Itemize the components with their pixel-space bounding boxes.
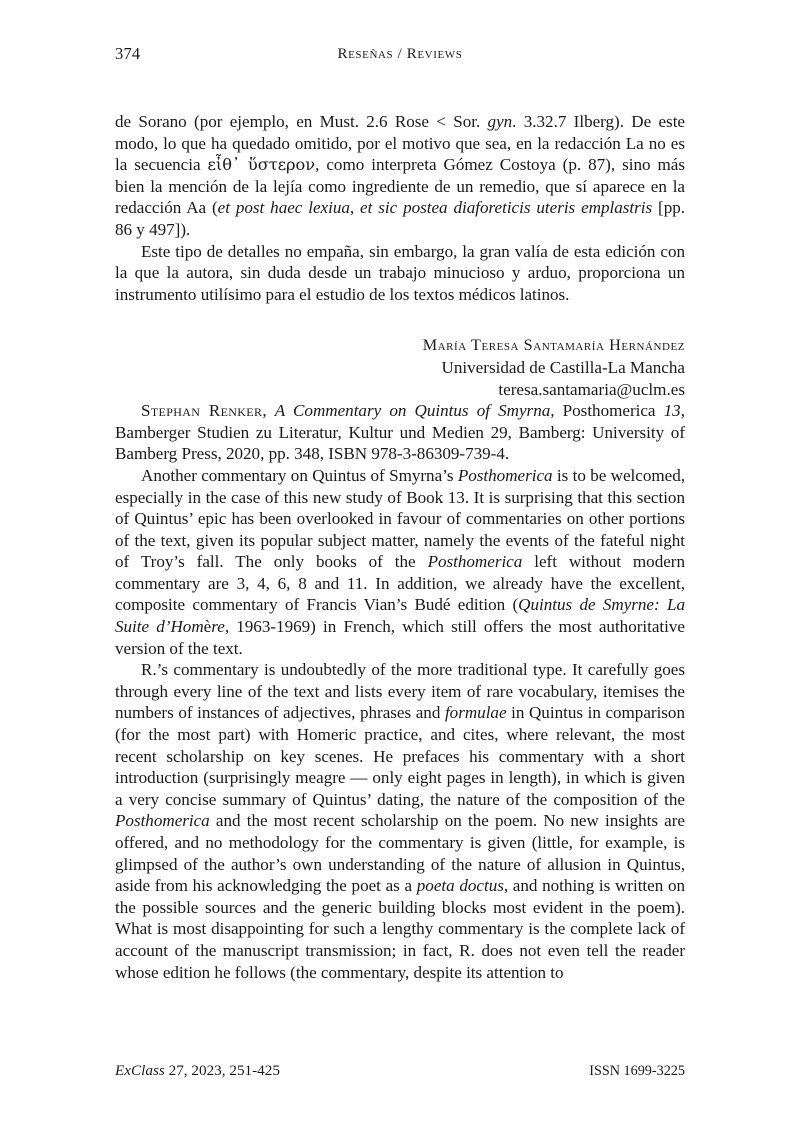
entry-series-pre: Posthomerica <box>554 401 664 421</box>
issn: ISSN 1699-3225 <box>589 1063 685 1079</box>
paragraph-continuation <box>115 111 685 241</box>
rev2-italic-formulae: formulae <box>444 703 507 723</box>
para1-italic-gyn: gyn <box>487 112 513 131</box>
page-content <box>115 111 685 983</box>
greek-phrase: εἶθ᾽ ὕστερον <box>207 155 316 175</box>
review-paragraph-1 <box>115 465 685 659</box>
para1-seg2: . 3.32.7 Ilberg). De este modo, lo que ha quedado omitido, por el motivo que sea, en la redacción La no es la secuencia <box>115 112 685 175</box>
rev2-seg1: R.’s commentary is undoubtedly of the more traditional type. It carefully goes through every line of the text and lists every item of rare vocabulary, itemises the numbers of instances of adjectives, phrases and <box>115 660 685 723</box>
journal-issue: 27, 2023, 251-425 <box>164 1062 280 1079</box>
rev1-italic-posthomerica-a: Posthomerica <box>457 465 553 485</box>
rev2-seg4: , and nothing is written on the possible sources and the generic building blocks most evident in the poem). What is most disappointing for such a lengthy commentary is the complete lack of account of the manuscript transmission; in fact, R. does not even tell the reader whose edition he follows (the commentary, despite its attention to <box>115 876 686 982</box>
journal-name: ExClass <box>115 1062 165 1079</box>
review-signature <box>115 335 685 400</box>
rev1-seg1: Another commentary on Quintus of Smyrna’s <box>141 465 458 485</box>
para1-seg4: [pp. 86 y 497]). <box>115 198 686 239</box>
rev1-seg3: left without modern commentary are 3, 4, 6, 8 and 11. In addition, we already have the excellent, composite commentary of Francis Vian’s Budé edition ( <box>115 552 685 615</box>
book-citation-heading <box>115 400 685 465</box>
paragraph-closing: Este tipo de detalles no empaña, sin embargo, la gran valía de esta edición con la que la autora, sin duda desde un trabajo minucioso y arduo, proporciona un instrumento utilísimo para el estudio de los textos médicos latinos. <box>115 241 685 304</box>
journal-citation <box>115 1060 280 1082</box>
entry-series-post: , Bamberger Studien zu Literatur, Kultur und Medien 29, Bamberg: University of Bamberg Press, 2020, pp. 348, ISBN 978-3-86309-739-4. <box>115 401 685 464</box>
rev1-italic-posthomerica-b: Posthomerica <box>427 552 523 572</box>
book-volume: 13 <box>663 401 681 421</box>
book-author: Stephan Renker <box>141 401 263 421</box>
rev2-italic-posthomerica: Posthomerica <box>115 811 210 831</box>
running-head <box>115 43 685 65</box>
rev1-italic-bude-title-end: re <box>211 617 225 637</box>
page-footer <box>115 1060 685 1082</box>
para1-seg3: , como interpreta Gómez Costoya (p. 87), sino más bien la mención de la lejía como ingrediente de un remedio, que sí aparece en la redacción Aa ( <box>115 155 685 218</box>
running-title: Reseñas / Reviews <box>337 46 463 62</box>
page-number: 374 <box>115 44 141 63</box>
rev1-seg5: , 1963-1969) in French, which still offers the most authoritative version of the text. <box>115 617 685 658</box>
rev1-italic-bude-title: Quintus de Smyrne: La Suite d’Hom <box>115 595 686 637</box>
reviewer-email: teresa.santamaria@uclm.es <box>498 379 685 399</box>
rev2-seg3: and the most recent scholarship on the poem. No new insights are offered, and no methodology for the commentary is given (little, for example, is glimpsed of the author’s own understanding of the nature of allusion in Quintus, aside from his acknowledging the poet as a <box>115 811 685 896</box>
rev1-seg2: is to be welcomed, especially in the case of this new study of Book 13. It is surprising that this section of Quintus’ epic has been overlooked in favour of commentaries on other portions of the text, given its popular subject matter, namely the events of the fateful night of Troy’s fall. The only books of the <box>115 465 685 572</box>
book-title: A Commentary on Quintus of Smyrna, <box>274 401 555 421</box>
rev2-italic-poeta-doctus: poeta doctus <box>416 876 504 896</box>
rev2-seg2: in Quintus in comparison (for the most part) with Homeric practice, and cites, where relevant, the most recent scholarship on key scenes. He prefaces his commentary with a short introduction (surprisingly meagre — only eight pages in length), in which is given a very concise summary of Quintus’ dating, the nature of the composition of the <box>115 703 685 809</box>
rev1-seg4-accent: è <box>203 617 212 637</box>
para1-italic-latin-quote: et post haec lexiua, et sic postea diaforeticis uteris emplastris <box>217 198 653 218</box>
review-paragraph-2 <box>115 659 685 983</box>
reviewer-affiliation: Universidad de Castilla-La Mancha <box>441 357 685 377</box>
entry-sep: , <box>262 401 275 421</box>
para1-seg1: de Sorano (por ejemplo, en Must. 2.6 Rose < Sor. <box>115 112 488 131</box>
reviewer-name: María Teresa Santamaría Hernández <box>422 336 685 355</box>
